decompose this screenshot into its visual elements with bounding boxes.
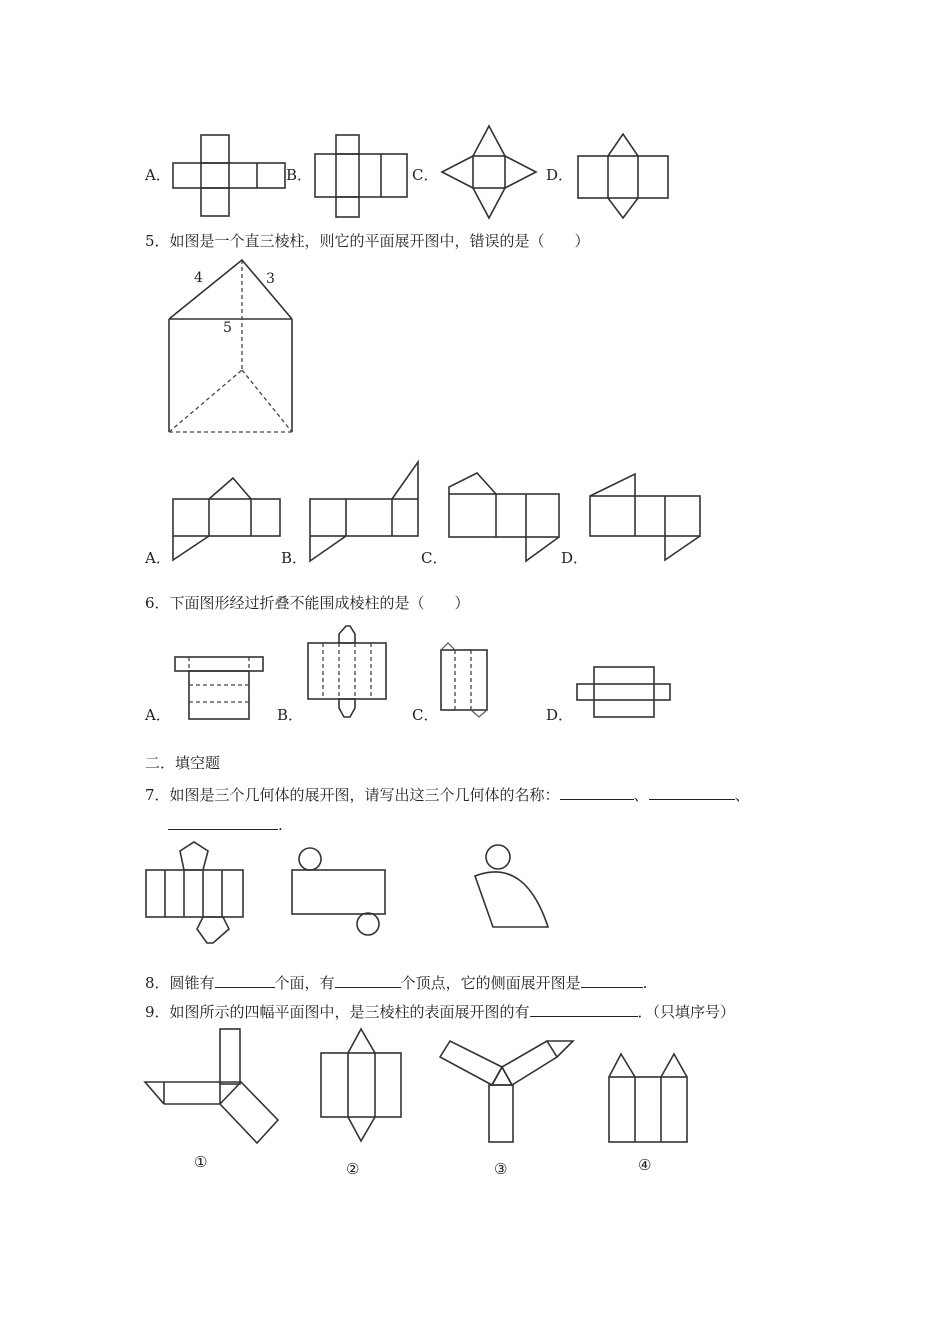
q4-option-a-figure xyxy=(170,132,290,222)
q5-option-c-figure xyxy=(446,469,564,565)
q9-label-3: ③ xyxy=(494,1160,508,1178)
q4-option-c-figure xyxy=(440,124,540,219)
q5-edge-label-3: 3 xyxy=(266,271,275,287)
q9-part-1: 9．如图所示的四幅平面图中，是三棱柱的表面展开图的有 xyxy=(145,1003,530,1021)
q4-option-b-label: B． xyxy=(286,166,313,184)
q5-option-a-figure xyxy=(170,475,285,567)
q9-label-1: ① xyxy=(194,1153,208,1171)
q7-blank-2[interactable] xyxy=(649,784,735,800)
q9-net-3-figure xyxy=(436,1035,576,1147)
q5-option-d-label: D． xyxy=(561,549,589,567)
q5-option-b-label: B． xyxy=(281,549,308,567)
q4-option-d-label: D． xyxy=(546,166,574,184)
q9-label-4: ④ xyxy=(638,1156,652,1174)
q8-blank-1[interactable] xyxy=(215,972,275,988)
q7-sep-2: 、 xyxy=(734,786,750,804)
q6-option-a-figure xyxy=(172,652,267,724)
q5-edge-label-4: 4 xyxy=(194,270,203,286)
q6-option-c-label: C． xyxy=(412,706,439,724)
q6-option-d-label: D． xyxy=(546,706,574,724)
q6-option-a-label: A． xyxy=(145,706,171,724)
q5-prism-figure xyxy=(160,255,305,440)
q7-blank-1[interactable] xyxy=(560,784,634,800)
q8-blank-2[interactable] xyxy=(335,972,401,988)
q7-sep-1: 、 xyxy=(633,786,649,804)
q7-text-line2 xyxy=(168,814,283,834)
q6-option-c-figure xyxy=(438,640,493,720)
section-title: 二．填空题 xyxy=(145,754,221,772)
q6-option-b-label: B． xyxy=(277,706,304,724)
q9-net-1-figure xyxy=(142,1025,282,1145)
q4-option-d-figure xyxy=(575,130,675,222)
q6-option-d-figure xyxy=(574,664,674,722)
q7-text xyxy=(145,784,750,804)
q5-option-d-figure xyxy=(587,472,705,567)
q9-label-2: ② xyxy=(346,1160,360,1178)
q6-option-b-figure xyxy=(305,623,390,721)
q9-part-2: ．（只填序号） xyxy=(637,1003,736,1021)
q5-option-c-label: C． xyxy=(421,549,448,567)
q5-text: 5．如图是一个直三棱柱，则它的平面展开图中，错误的是（ ） xyxy=(145,232,590,250)
q5-option-a-label: A． xyxy=(145,549,171,567)
q7-prompt: 7．如图是三个几何体的展开图，请写出这三个几何体的名称： xyxy=(145,786,560,804)
q4-option-c-label: C． xyxy=(412,166,439,184)
q9-net-4-figure xyxy=(606,1050,691,1146)
q9-net-2-figure xyxy=(318,1025,406,1147)
q7-end: . xyxy=(278,816,283,834)
q6-text: 6．下面图形经过折叠不能围成棱柱的是（ ） xyxy=(145,594,470,612)
q7-cone-net xyxy=(470,843,555,933)
q4-option-a-label: A． xyxy=(145,166,171,184)
q8-blank-3[interactable] xyxy=(581,972,643,988)
q4-option-b-figure xyxy=(312,132,412,222)
q7-pentagonal-prism-net xyxy=(143,840,248,948)
q8-end: . xyxy=(642,974,648,992)
q9-blank[interactable] xyxy=(530,1001,638,1017)
q5-edge-label-5: 5 xyxy=(223,320,232,336)
q8-text xyxy=(145,972,647,992)
q8-part-1: 8．圆锥有 xyxy=(145,974,215,992)
q7-blank-3[interactable] xyxy=(168,814,278,830)
q9-text xyxy=(145,1001,735,1021)
q5-option-b-figure xyxy=(307,458,425,566)
q7-cylinder-net xyxy=(289,845,389,940)
q8-part-2: 个面，有 xyxy=(274,974,335,992)
q8-part-3: 个顶点，它的侧面展开图是 xyxy=(400,974,581,992)
